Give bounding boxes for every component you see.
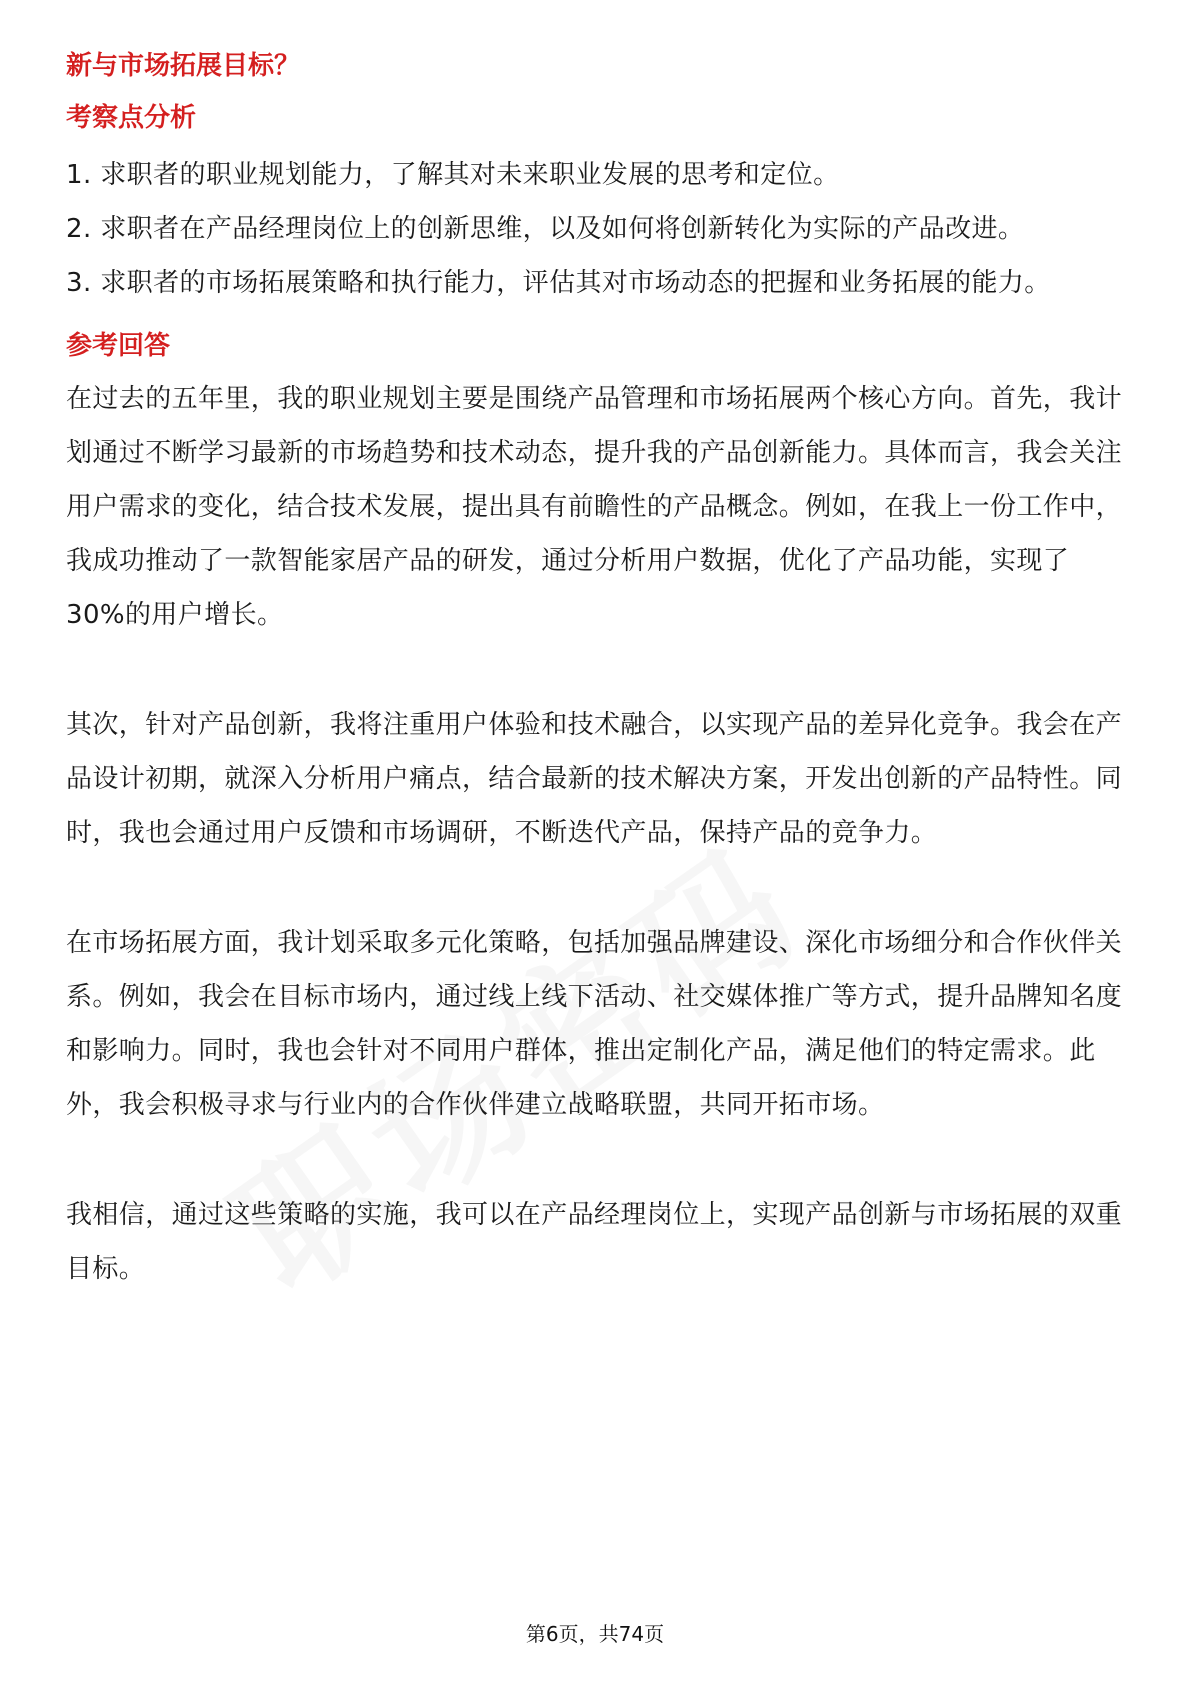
answer-paragraph-4: 我相信，通过这些策略的实施，我可以在产品经理岗位上，实现产品创新与市场拓展的双重目标。	[66, 1200, 1123, 1284]
page-number-footer: 第6页，共74页	[525, 1622, 665, 1646]
analysis-list	[66, 148, 1122, 310]
question-tail: 新与市场拓展目标？	[66, 51, 301, 81]
answer-paragraph-1: 在过去的五年里，我的职业规划主要是围绕产品管理和市场拓展两个核心方向。首先，我计划通过不断学习最新的市场趋势和技术动态，提升我的产品创新能力。具体而言，我会关注用户需求的变化，结合技术发展，提出具有前瞻性的产品概念。例如，在我上一份工作中，我成功推动了一款智能家居产品的研发，通过分析用户数据，优化了产品功能，实现了30%的用户增长。	[66, 384, 1123, 630]
answer-heading: 参考回答	[66, 331, 171, 361]
answer-paragraph-3: 在市场拓展方面，我计划采取多元化策略，包括加强品牌建设、深化市场细分和合作伙伴关系。例如，我会在目标市场内，通过线上线下活动、社交媒体推广等方式，提升品牌知名度和影响力。同时，我也会针对不同用户群体，推出定制化产品，满足他们的特定需求。此外，我会积极寻求与行业内的合作伙伴建立战略联盟，共同开拓市场。	[66, 928, 1123, 1120]
answer-paragraph-2: 其次，针对产品创新，我将注重用户体验和技术融合，以实现产品的差异化竞争。我会在产品设计初期，就深入分析用户痛点，结合最新的技术解决方案，开发出创新的产品特性。同时，我也会通过用户反馈和市场调研，不断迭代产品，保持产品的竞争力。	[66, 710, 1123, 848]
analysis-item-1: 1. 求职者的职业规划能力，了解其对未来职业发展的思考和定位。	[66, 160, 840, 190]
analysis-item-3: 3. 求职者的市场拓展策略和执行能力，评估其对市场动态的把握和业务拓展的能力。	[66, 268, 1051, 298]
content-area	[66, 46, 1122, 1296]
analysis-item-2: 2. 求职者在产品经理岗位上的创新思维，以及如何将创新转化为实际的产品改进。	[66, 214, 1025, 244]
analysis-heading: 考察点分析	[66, 103, 197, 133]
